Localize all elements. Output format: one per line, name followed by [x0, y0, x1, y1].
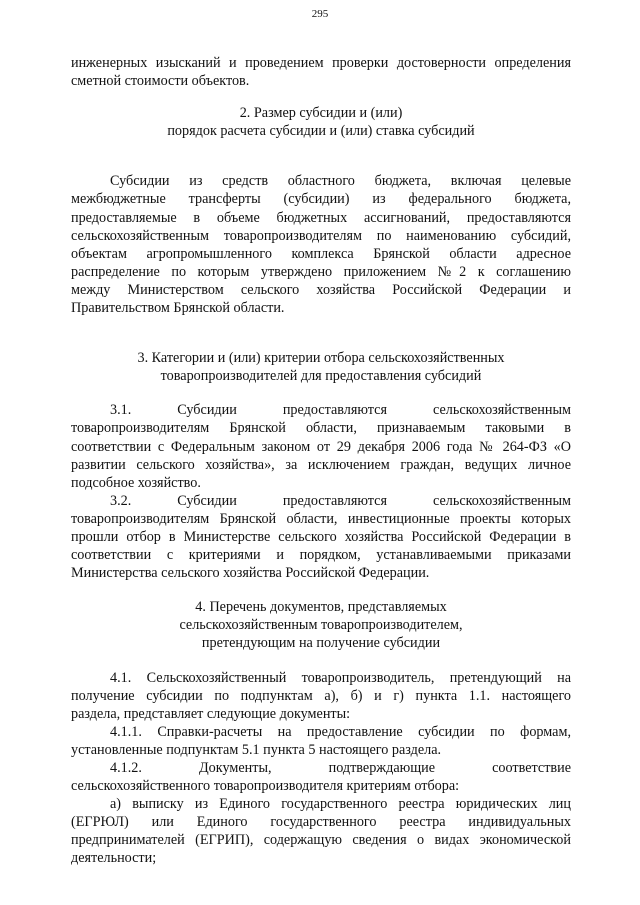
paragraph-line: получение субсидии по подпунктам а), б) и г) пункта 1.1. настоящего: [71, 687, 571, 704]
section-3-item-2: [71, 492, 571, 582]
paragraph-line: соответствии с критериями и порядком, устанавливаемыми приказами: [71, 547, 571, 564]
paragraph-line: между Министерством сельского хозяйства Российской Федерации и: [71, 281, 571, 298]
section-4-item-a: [71, 795, 571, 867]
paragraph-line: межбюджетные трансферты (субсидии) из федерального бюджета,: [71, 191, 571, 208]
heading-line: 3. Категории и (или) критерии отбора сельскохозяйственных: [137, 350, 505, 367]
section-4-heading: [71, 598, 571, 652]
paragraph-line: 4.1.2. Документы, подтверждающие соответствие: [110, 760, 571, 776]
paragraph-line: Министерства сельского хозяйства Российской Федерации.: [71, 565, 430, 582]
page-content: [71, 54, 571, 868]
paragraph-line: товаропроизводителям Брянской области, признаваемым таковыми в: [71, 420, 571, 437]
paragraph-line: прошли отбор в Министерстве сельского хозяйства Российской Федерации в: [71, 528, 571, 545]
section-4-item-1-1: [71, 723, 571, 759]
paragraph-line: сельскохозяйственным товаропроизводителям по наименованию субсидий,: [71, 227, 571, 244]
section-2-paragraph: [71, 172, 571, 317]
heading-line: товаропроизводителей для предоставления субсидий: [160, 368, 482, 385]
paragraph-line: установленные подпунктам 5.1 пункта 5 настоящего раздела.: [71, 741, 442, 758]
intro-line: сметной стоимости объектов.: [71, 73, 250, 90]
paragraph-line: Субсидии из средств областного бюджета, включая целевые: [110, 173, 571, 190]
paragraph-line: соответствии с Федеральным законом от 29 декабря 2006 года № 264-ФЗ «О: [71, 438, 571, 455]
paragraph-line: 4.1.1. Справки-расчеты на предоставление субсидии по формам,: [110, 723, 571, 740]
paragraph-line: товаропроизводителям Брянской области, инвестиционные проекты которых: [71, 510, 571, 527]
paragraph-line: предпринимателей (ЕГРИП), содержащую сведения о видах экономической: [71, 832, 571, 849]
paragraph-line: развитии сельского хозяйства», за исключением граждан, ведущих личное: [71, 456, 571, 473]
heading-line: 4. Перечень документов, представляемых: [195, 599, 447, 616]
heading-line: претендующим на получение субсидии: [201, 635, 441, 652]
paragraph-line: распределение по которым утверждено приложением №2 к соглашению: [71, 263, 571, 280]
paragraph-line: (ЕГРЮЛ) или Единого государственного реестра индивидуальных: [71, 814, 571, 831]
paragraph-line: а) выписку из Единого государственного реестра юридических лиц: [110, 796, 571, 813]
paragraph-line: 3.1. Субсидии предоставляются сельскохозяйственным: [110, 402, 571, 419]
paragraph-line: 4.1. Сельскохозяйственный товаропроизводитель, претендующий на: [110, 669, 571, 686]
heading-line: 2. Размер субсидии и (или): [239, 105, 403, 122]
section-3-item-1: [71, 401, 571, 491]
paragraph-line: сельскохозяйственного товаропроизводителя критериям отбора:: [71, 778, 460, 795]
section-3-heading: [71, 349, 571, 385]
heading-line: сельскохозяйственным товаропроизводителем,: [179, 617, 463, 634]
paragraph-line: Правительством Брянской области.: [71, 300, 285, 317]
paragraph-line: объектам агропромышленного комплекса Брянской области адресное: [71, 245, 571, 262]
paragraph-line: деятельности;: [71, 850, 157, 867]
page-number: 295: [311, 8, 329, 20]
section-4-item-1-2: [71, 759, 571, 795]
paragraph-line: 3.2. Субсидии предоставляются сельскохозяйственным: [110, 492, 571, 509]
heading-line: порядок расчета субсидии и (или) ставка субсидий: [167, 123, 475, 140]
paragraph-line: предоставляемые в объеме бюджетных ассигнований, предоставляются: [71, 209, 571, 226]
intro-line: инженерных изысканий и проведением проверки достоверности определения: [71, 55, 571, 71]
section-2-heading: [71, 104, 571, 140]
paragraph-line: подсобное хозяйство.: [71, 474, 201, 491]
section-4-item-1: [71, 669, 571, 723]
paragraph-line: раздела, представляет следующие документы:: [71, 705, 351, 722]
